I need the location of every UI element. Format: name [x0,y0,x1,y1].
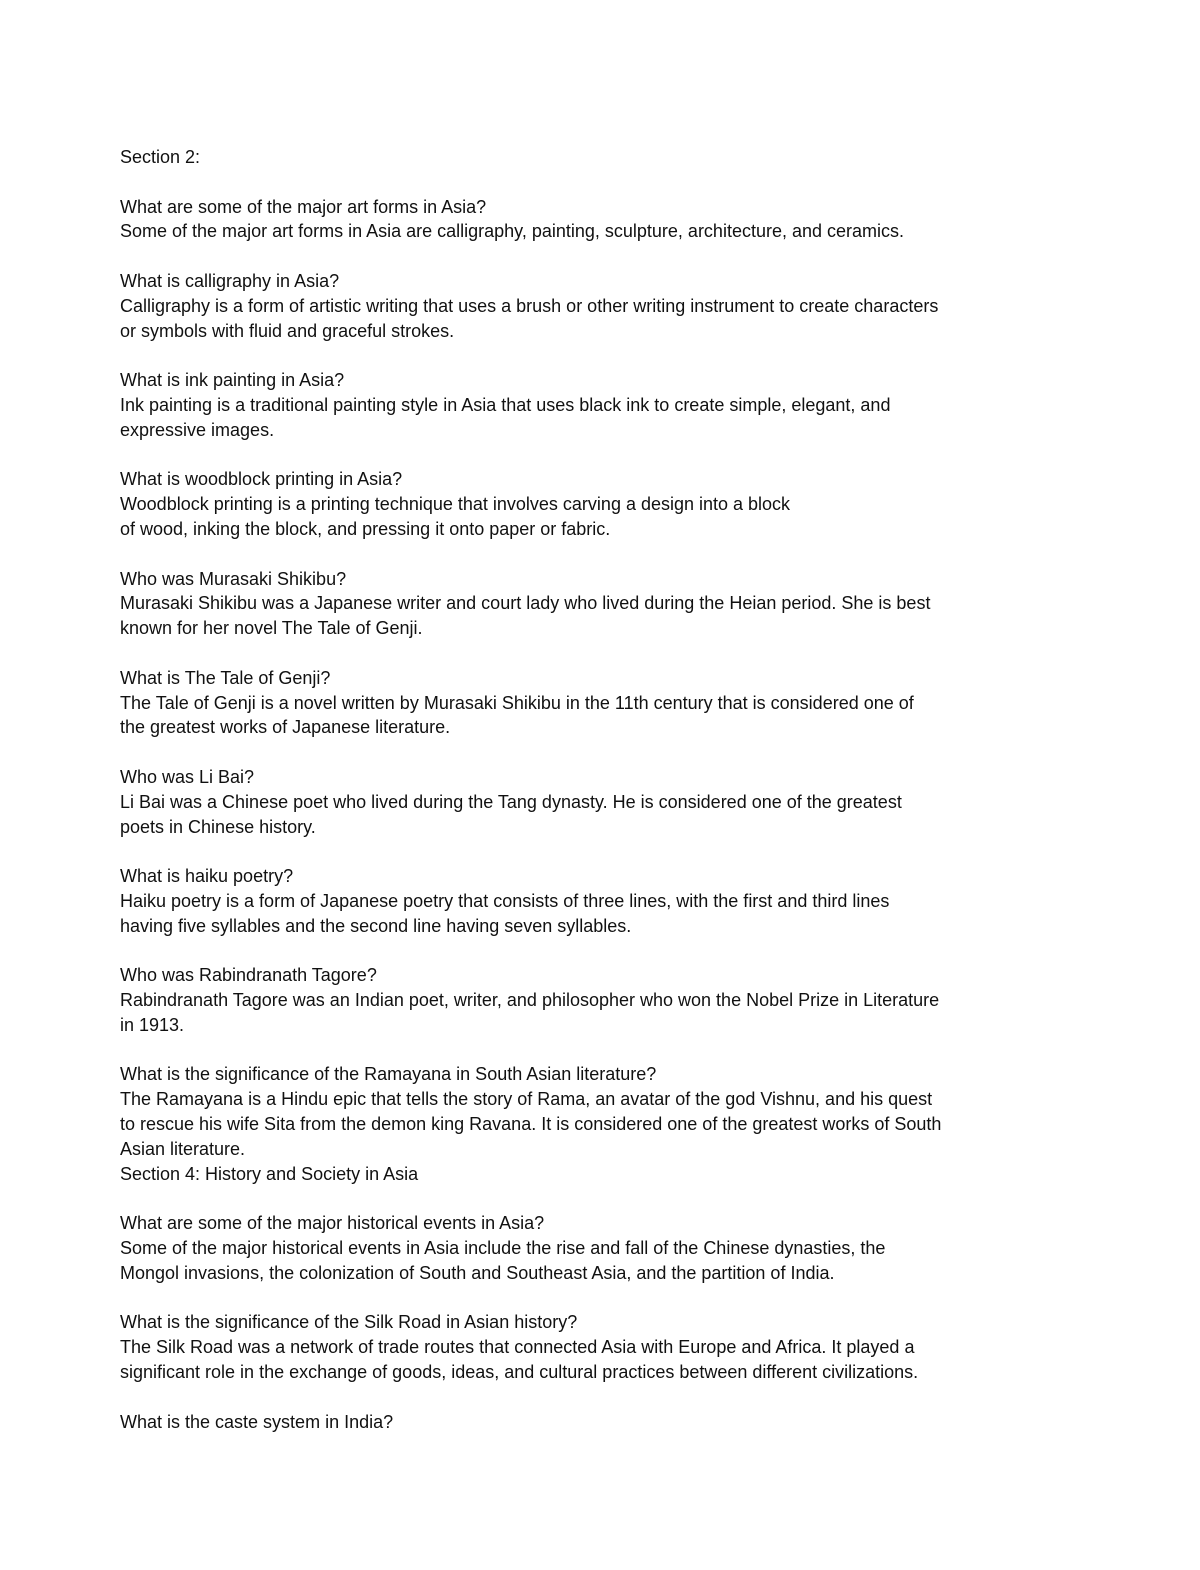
answer-line: Rabindranath Tagore was an Indian poet, writer, and philosopher who won the Nobel Prize in Literature [120,990,940,1011]
answer-line: in 1913. [120,1014,185,1035]
answer-line: expressive images. [120,419,275,440]
answer-line: significant role in the exchange of goods, ideas, and cultural practices between different civilizations. [120,1362,919,1383]
question: What are some of the major historical events in Asia? [120,1213,545,1234]
answer-line: Mongol invasions, the colonization of South and Southeast Asia, and the partition of India. [120,1262,835,1283]
question: Who was Li Bai? [120,766,255,787]
paragraph-gap [120,839,1110,864]
paragraph-gap [120,1038,1110,1063]
paragraph-gap [120,244,1110,269]
answer-line: having five syllables and the second line having seven syllables. [120,915,632,936]
answer-line: The Silk Road was a network of trade routes that connected Asia with Europe and Africa. It played a [120,1337,915,1358]
paragraph-gap [120,939,1110,964]
answer-line: poets in Chinese history. [120,816,316,837]
question: What is haiku poetry? [120,866,294,887]
answer-line: Li Bai was a Chinese poet who lived during the Tang dynasty. He is considered one of the greatest [120,791,902,812]
question: What is ink painting in Asia? [120,370,345,391]
answer-line: or symbols with fluid and graceful strokes. [120,320,455,341]
question: What is the significance of the Ramayana in South Asian literature? [120,1064,657,1085]
answer-line: The Tale of Genji is a novel written by Murasaki Shikibu in the 11th century that is considered one of [120,692,914,713]
paragraph-gap [120,740,1110,765]
answer-line: Ink painting is a traditional painting style in Asia that uses black ink to create simple, elegant, and [120,394,891,415]
answer-line: Calligraphy is a form of artistic writing that uses a brush or other writing instrument to create characters [120,295,939,316]
question: What is calligraphy in Asia? [120,270,340,291]
paragraph-gap [120,1385,1110,1410]
answer-line: Murasaki Shikibu was a Japanese writer and court lady who lived during the Heian period. She is best [120,593,931,614]
answer-line: Woodblock printing is a printing technique that involves carving a design into a block [120,494,791,515]
question: What is The Tale of Genji? [120,667,331,688]
section-heading: Section 2: [120,147,201,167]
answer-line: of wood, inking the block, and pressing it onto paper or fabric. [120,518,611,539]
question: Who was Murasaki Shikibu? [120,568,347,589]
answer-line: known for her novel The Tale of Genji. [120,618,423,639]
paragraph-gap [120,1286,1110,1311]
answer-line: Haiku poetry is a form of Japanese poetry that consists of three lines, with the first and third lines [120,890,890,911]
answer-line: The Ramayana is a Hindu epic that tells the story of Rama, an avatar of the god Vishnu, and his quest [120,1089,933,1110]
answer-line: Asian literature. [120,1138,246,1159]
paragraph-gap [120,542,1110,567]
section-heading: Section 4: History and Society in Asia [120,1163,419,1184]
answer-line: the greatest works of Japanese literature. [120,717,451,738]
question: What is the significance of the Silk Road in Asian history? [120,1312,578,1333]
question: Who was Rabindranath Tagore? [120,965,377,986]
answer-line: Some of the major art forms in Asia are calligraphy, painting, sculpture, architecture, and ceramics. [120,221,905,242]
paragraph-gap [120,343,1110,368]
paragraph-gap [120,1186,1110,1211]
paragraph-gap [120,641,1110,666]
answer-line: Some of the major historical events in Asia include the rise and fall of the Chinese dynasties, the [120,1238,886,1259]
paragraph-gap [120,443,1110,468]
question: What is woodblock printing in Asia? [120,469,403,490]
document-page [120,145,1110,1434]
question: What is the caste system in India? [120,1411,394,1432]
question: What are some of the major art forms in Asia? [120,196,487,217]
answer-line: to rescue his wife Sita from the demon king Ravana. It is considered one of the greatest works of South [120,1114,942,1135]
paragraph-gap [120,170,1110,195]
